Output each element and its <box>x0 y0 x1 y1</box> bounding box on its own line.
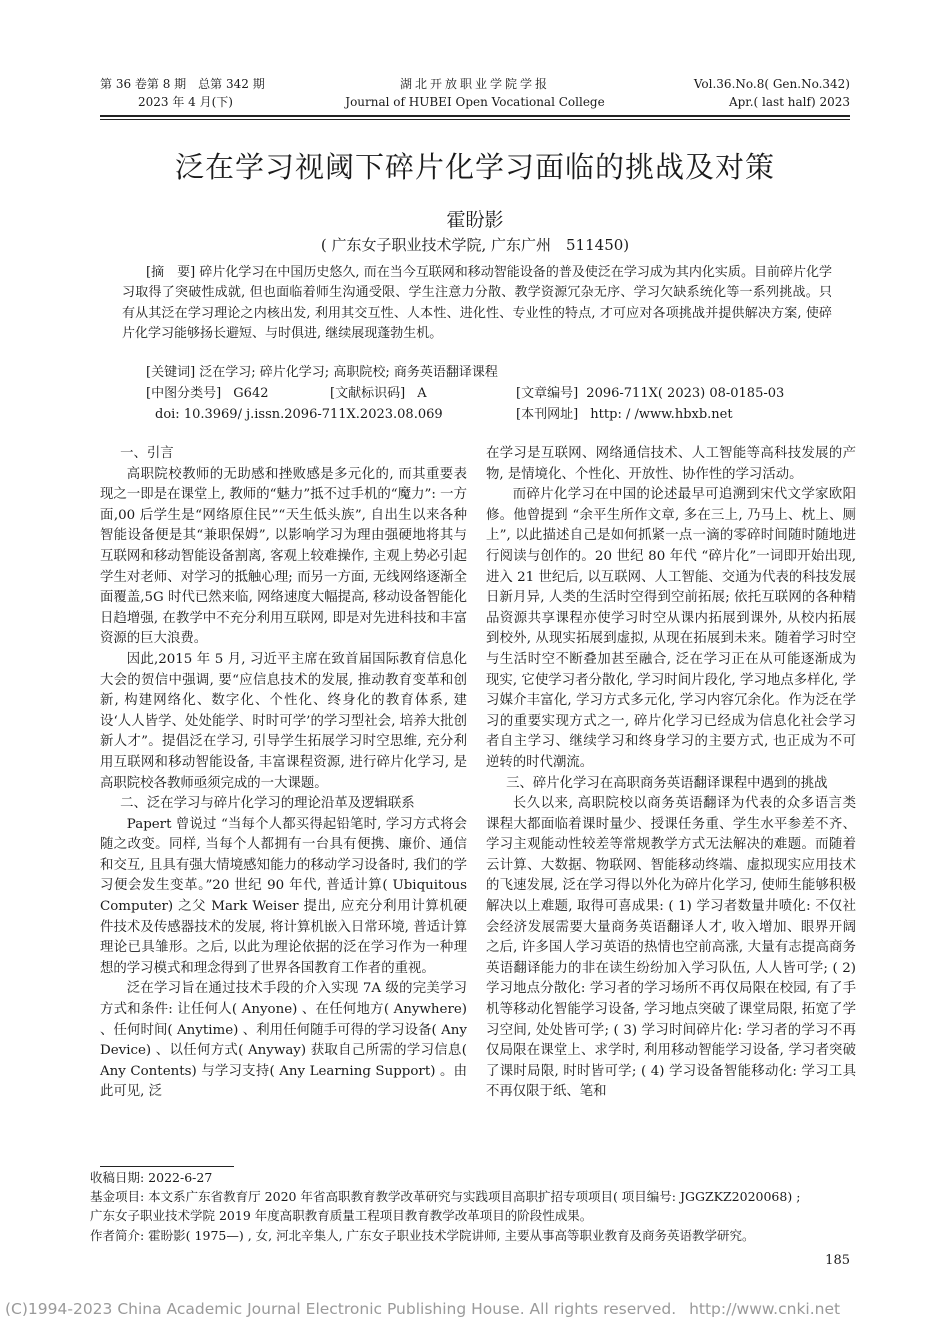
header-divider-thin <box>100 119 850 120</box>
section-heading: 二、泛在学习与碎片化学习的理论沿革及逻辑联系 <box>120 796 415 812</box>
doccode-value: A <box>417 386 427 401</box>
body-paragraph: 因此,2015 年 5 月, 习近平主席在致首届国际教育信息化大会的贺信中强调, 要“应信息技术的发展, 推动教育变革和创新, 构建网络化、数字化、个性化、终身化的教育体系, 建设‘人人皆学、处处能学、时时可学’的学习型社会, 培养大批创新人才”。提倡泛在学习, 引导学生拓展学习时空思维, 充分利用互联网和移动智能设备, 丰富课程资源, 进行碎片化学习, 是高职院校各教师亟须完成的一大课题。 <box>100 651 467 791</box>
articleno-label: [文章编号] <box>516 386 579 401</box>
clc-label: [中图分类号] <box>146 386 222 401</box>
cnki-link[interactable]: http://www.cnki.net <box>689 1300 841 1318</box>
section-heading: 一、引言 <box>120 446 174 461</box>
issue-date: 2023 年 4 月(下) <box>138 95 233 109</box>
journal-name-en: Journal of HUBEI Open Vocational College <box>345 95 605 109</box>
received-date: 收稿日期: 2022-6-27 <box>90 1170 213 1185</box>
keywords-label: [关键词] <box>146 365 196 380</box>
copyright-banner <box>5 1300 945 1318</box>
page-number: 185 <box>825 1253 850 1268</box>
article-number <box>516 384 846 404</box>
copyright-text: (C)1994-2023 China Academic Journal Electronic Publishing House. All rights reserved. <box>5 1300 677 1318</box>
article-title: 泛在学习视阈下碎片化学习面临的挑战及对策 <box>174 150 775 184</box>
abstract <box>122 263 832 344</box>
author-bio: 作者简介: 霍盼影( 1975—) , 女, 河北辛集人, 广东女子职业技术学院讲师, 主要从事高等职业教育及商务英语教学研究。 <box>90 1227 755 1243</box>
clc-value: G642 <box>233 386 269 401</box>
abstract-text: 碎片化学习在中国历史悠久, 而在当今互联网和移动智能设备的普及使泛在学习成为其内化实质。目前碎片化学习取得了突破性成就, 但也面临着师生沟通受限、学生注意力分散、教学资源冗杂无序、学习欠缺系统化等一系列挑战。只有从其泛在学习理论之内核出发, 利用其交互性、人本性、进化性、专业性的特点, 才可应对各项挑战并提供解决方案, 使碎片化学习能够扬长避短、与时俱进, 继续展现蓬勃生机。 <box>122 265 832 341</box>
website-label: [本刊网址] <box>516 407 579 422</box>
journal-name-cn: 湖北开放职业学院学报 <box>399 77 550 91</box>
author-affiliation: ( 广东女子职业技术学院, 广东广州 511450) <box>320 236 630 254</box>
author-name: 霍盼影 <box>446 209 504 231</box>
section-heading: 三、碎片化学习在高职商务英语翻译课程中遇到的挑战 <box>506 775 828 791</box>
body-paragraph: 泛在学习旨在通过技术手段的介入实现 7A 级的完美学习方式和条件: 让任何人( Anyone) 、在任何地方( Anywhere) 、任何时间( Anytime) 、利用任何随手可得的学习设备( Any Device) 、以任何方式( Anyway) 获取自己所需的学习信息( Any Contents) 与学习支持( Any Learning Support) 。由此可见, 泛 <box>100 981 467 1100</box>
body-right-column <box>486 444 856 1103</box>
fund-info-line1: 基金项目: 本文系广东省教育厅 2020 年省高职教育教学改革研究与实践项目高职扩招专项项目( 项目编号: JGGZKZ2020068) ; <box>90 1189 801 1205</box>
issue-date-en: Apr.( last half) 2023 <box>728 95 850 109</box>
articleno-value: 2096-711X( 2023) 08-0185-03 <box>586 386 785 401</box>
body-paragraph: 长久以来, 高职院校以商务英语翻译为代表的众多语言类课程大都面临着课时量少、授课任务重、学生水平参差不齐、学习主观能动性较差等常规教学方式无法解决的难题。而随着云计算、大数据、物联网、智能移动终端、虚拟现实应用技术的飞速发展, 泛在学习得以外化为碎片化学习, 使师生能够积极解决以上难题, 取得可喜成果: ( 1) 学习者数量井喷化: 不仅社会经济发展需要大量商务英语翻译人才, 收入增加、眼界开阔之后, 许多国人学习英语的热情也空前高涨, 大量有志提高商务英语翻译能力的非在读生纷纷加入学习队伍, 人人皆可学; ( 2) 学习地点分散化: 学习者的学习场所不再仅局限在校园, 有了手机等移动化智能学习设备, 学习地点突破了课堂局限, 拓宽了学习空间, 处处皆可学; ( 3) 学习时间碎片化: 学习者的学习不再仅局限在课堂上、求学时, 利用移动智能学习设备, 学习者突破了课时局限, 时时皆可学; ( 4) 学习设备智能移动化: 学习工具不再仅限于纸、笔和 <box>486 796 856 1100</box>
header-right <box>640 75 850 111</box>
website-value[interactable]: http: / /www.hbxb.net <box>590 407 733 422</box>
keywords <box>146 363 836 383</box>
body-left-column <box>100 444 467 1103</box>
header-center <box>330 75 620 111</box>
volume-info-en: Vol.36.No.8( Gen.No.342) <box>693 77 850 91</box>
doccode-label: [文献标识码] <box>330 386 406 401</box>
header-divider <box>100 115 850 117</box>
issue-info: 第 36 卷第 8 期 总第 342 期 <box>100 77 265 91</box>
fund-info-line2: 广东女子职业技术学院 2019 年度高职教育质量工程项目教育教学改革项目的阶段性成果。 <box>90 1208 593 1224</box>
body-paragraph: 在学习是互联网、网络通信技术、人工智能等高科技发展的产物, 是情境化、个性化、开放性、协作性的学习活动。 <box>486 446 856 482</box>
abstract-label: [摘 要] <box>146 265 196 280</box>
clc-code <box>146 384 336 404</box>
keywords-text: 泛在学习; 碎片化学习; 高职院校; 商务英语翻译课程 <box>199 365 498 380</box>
header-left <box>100 75 310 111</box>
document-code <box>330 384 520 404</box>
body-paragraph: 而碎片化学习在中国的论述最早可追溯到宋代文学家欧阳修。他曾提到 “余平生所作文章, 多在三上, 乃马上、枕上、厕上”, 以此描述自己是如何抓紧一点一滴的零碎时间随时随地进行阅读与创作的。20 世纪 80 年代 “碎片化”一词即开始出现, 进入 21 世纪后, 以互联网、人工智能、交通为代表的科技发展日新月异, 人类的生活时空得到空前拓展; 依托互联网的各种精品资源共享课程亦使学习时空从课内拓展到课外, 从校内拓展到校外, 从现实拓展到虚拟, 从现在拓展到未来。随着学习时空与生活时空不断叠加甚至融合, 泛在学习正在从可能逐渐成为现实, 它使学习者分散化, 学习时间片段化, 学习地点多样化, 学习媒介丰富化, 学习方式多元化, 学习内容冗余化。作为泛在学习的重要实现方式之一, 碎片化学习已经成为信息化社会学习者自主学习、继续学习和终身学习的主要方式, 也正成为不可逆转的时代潮流。 <box>486 487 856 770</box>
journal-website <box>516 405 846 425</box>
body-paragraph: 高职院校教师的无助感和挫败感是多元化的, 而其重要表现之一即是在课堂上, 教师的“魅力”抵不过手机的“魔力”: 一方面,00 后学生是“网络原住民”“天生低头族”, 自出生以来各种智能设备便是其“兼职保姆”, 以影响学习为理由强硬地将其与互联网和移动智能设备割离, 客观上较难操作, 主观上势必引起学生对老师、对学习的抵触心理; 而另一方面, 无线网络逐渐全面覆盖,5G 时代已然来临, 网络速度大幅提高, 移动设备智能化日趋增强, 在教学中不充分利用互联网, 即是对先进科技和丰富资源的巨大浪费。 <box>100 466 467 647</box>
body-paragraph: Papert 曾说过 “当每个人都买得起铅笔时, 学习方式将会随之改变。同样, 当每个人都拥有一台具有便携、廉价、通信和交互, 且具有强大情境感知能力的移动学习设备时, 我们的学习便会发生变革。”20 世纪 90 年代, 普适计算( Ubiquitous Computer) 之父 Mark Weiser 提出, 应充分利用计算机硬件技术及传感器技术的发展, 将计算机嵌入日常环境, 普适计算理论已具雏形。之后, 以此为理论依据的泛在学习作为一种理想的学习模式和理念得到了世界各国教育工作者的重视。 <box>100 816 467 976</box>
doi: doi: 10.3969/ j.issn.2096-711X.2023.08.069 <box>155 407 443 422</box>
footnote-divider <box>100 1166 234 1167</box>
footnotes <box>90 1168 860 1245</box>
